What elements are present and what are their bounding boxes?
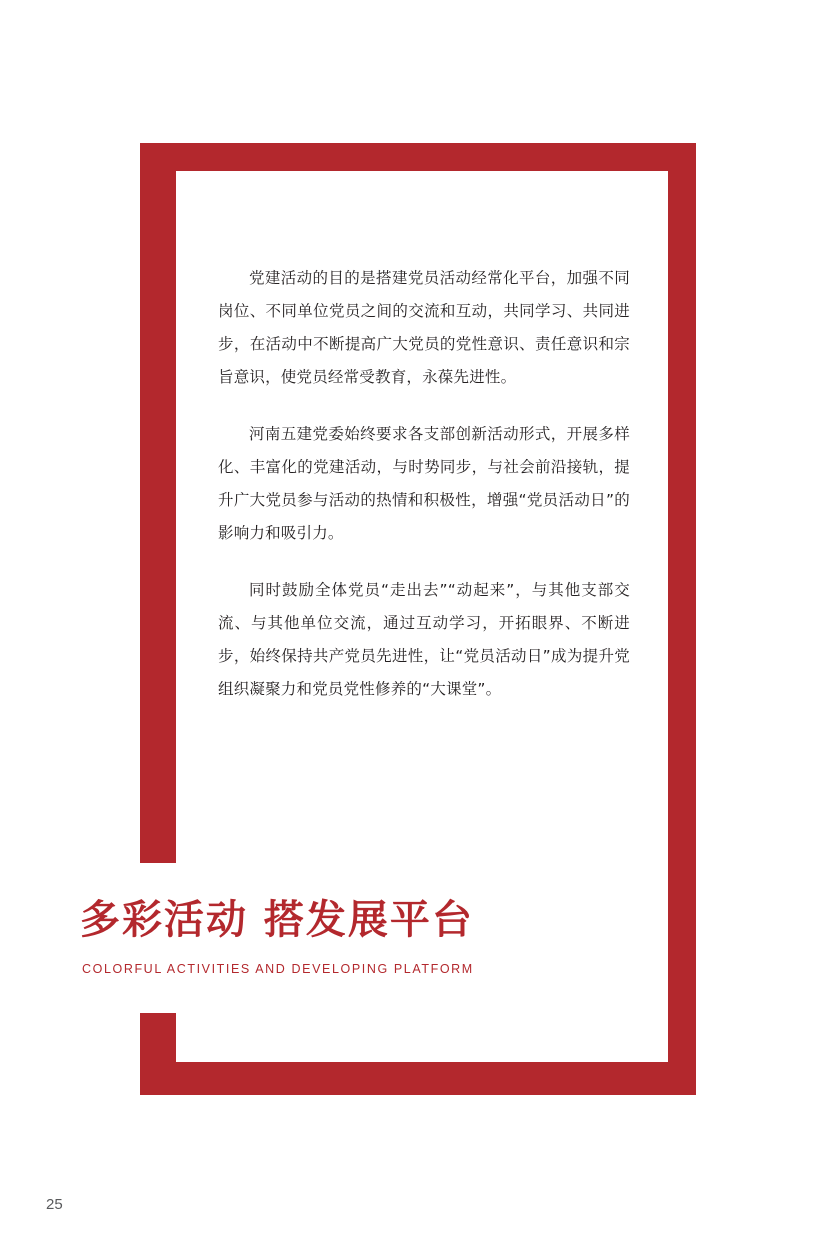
section-title-english: COLORFUL ACTIVITIES AND DEVELOPING PLATFORM — [82, 962, 474, 976]
page-number: 25 — [46, 1196, 63, 1213]
paragraph-2: 河南五建党委始终要求各支部创新活动形式，开展多样化、丰富化的党建活动，与时势同步，与社会前沿接轨，提升广大党员参与活动的热情和积极性，增强“党员活动日”的影响力和吸引力。 — [218, 425, 630, 542]
section-title-block — [80, 893, 700, 979]
body-text-block — [218, 262, 630, 706]
paragraph-1: 党建活动的目的是搭建党员活动经常化平台，加强不同岗位、不同单位党员之间的交流和互动，共同学习、共同进步，在活动中不断提高广大党员的党性意识、责任意识和宗旨意识，使党员经常受教育，永葆先进性。 — [218, 269, 630, 386]
section-title-chinese: 多彩活动 搭发展平台 — [80, 896, 474, 943]
paragraph-3: 同时鼓励全体党员“走出去”“动起来”，与其他支部交流、与其他单位交流，通过互动学习，开拓眼界、不断进步，始终保持共产党员先进性，让“党员活动日”成为提升党组织凝聚力和党员党性修养的“大课堂”。 — [218, 581, 630, 698]
